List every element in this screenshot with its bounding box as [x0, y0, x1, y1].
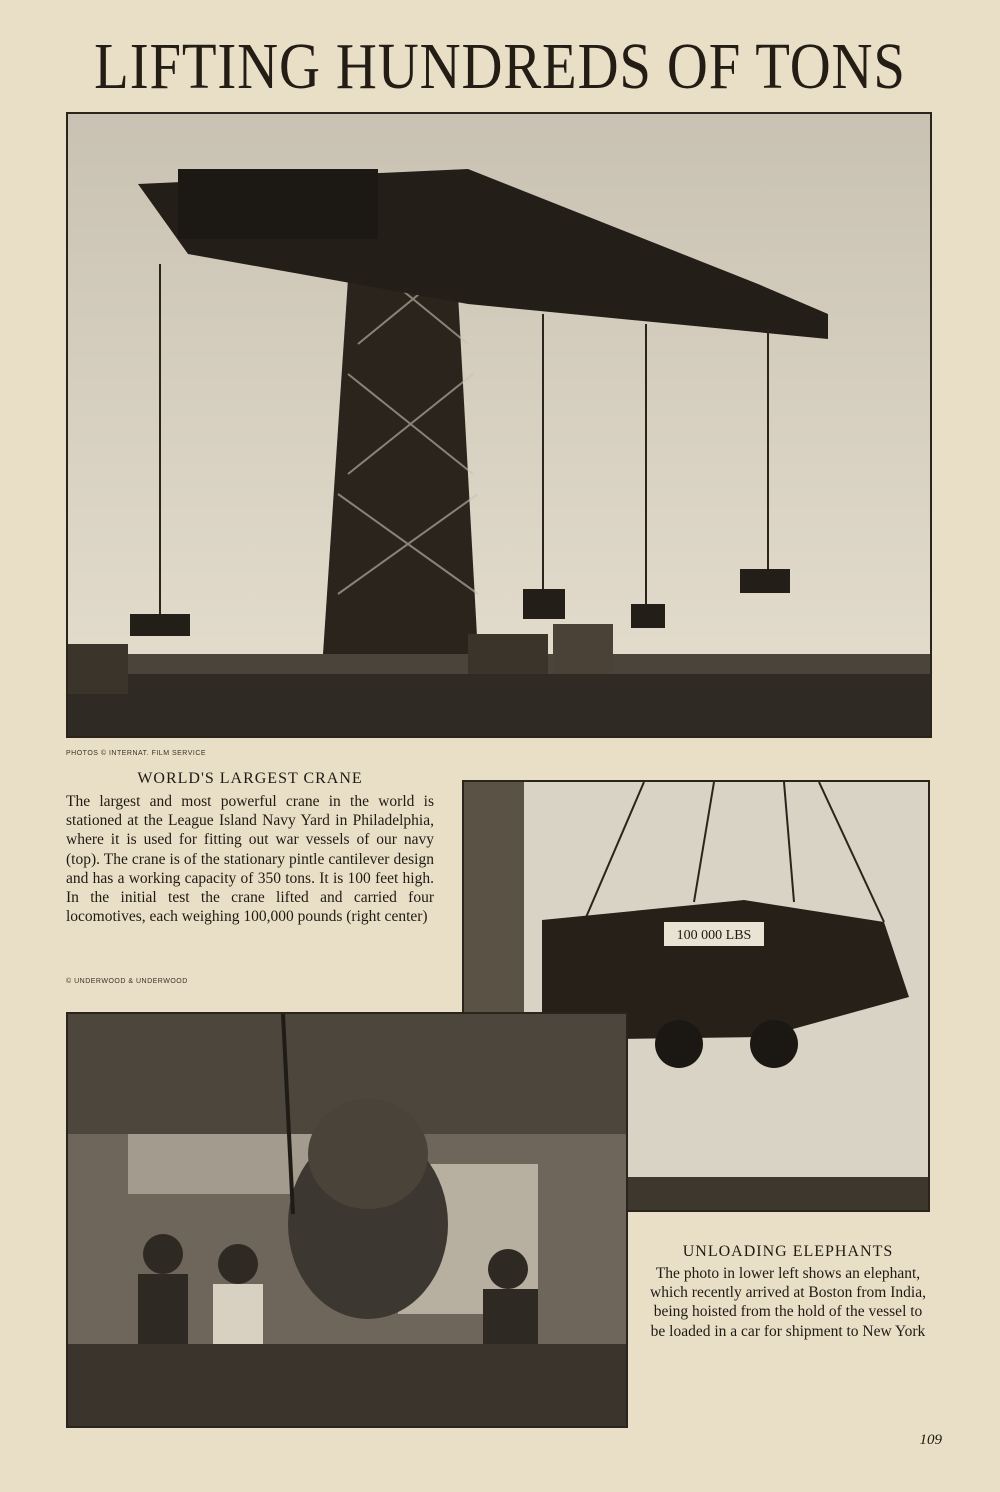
- locomotive-weight-sign: 100 000 LBS: [676, 928, 752, 943]
- crane-photo: [66, 112, 932, 738]
- page-number: 109: [919, 1432, 942, 1448]
- elephant-photo: [66, 1012, 628, 1428]
- crane-caption-title: WORLD'S LARGEST CRANE: [137, 770, 363, 787]
- crane-photo-credit: PHOTOS © INTERNAT. FILM SERVICE: [66, 750, 207, 757]
- elephant-photo-credit: © UNDERWOOD & UNDERWOOD: [66, 978, 188, 985]
- crane-caption-body: The largest and most powerful crane in the world is stationed at the League Island Navy Yard in Philadelphia, where it is used for fitting out war vessels of our navy (top). The crane is of the stationary pintle cantilever design and has a working capacity of 350 tons. It is 100 feet high. In the initial test the crane lifted and carried four locomotives, each weighing 100,000 pounds (right center): [66, 793, 434, 926]
- elephant-caption-body: The photo in lower left shows an elephant, which recently arrived at Boston from India, being hoisted from the hold of the vessel to be loaded in a car for shipment to New York: [650, 1265, 926, 1340]
- elephant-caption-title: UNLOADING ELEPHANTS: [682, 1243, 894, 1260]
- headline: LIFTING HUNDREDS OF TONS: [94, 30, 906, 103]
